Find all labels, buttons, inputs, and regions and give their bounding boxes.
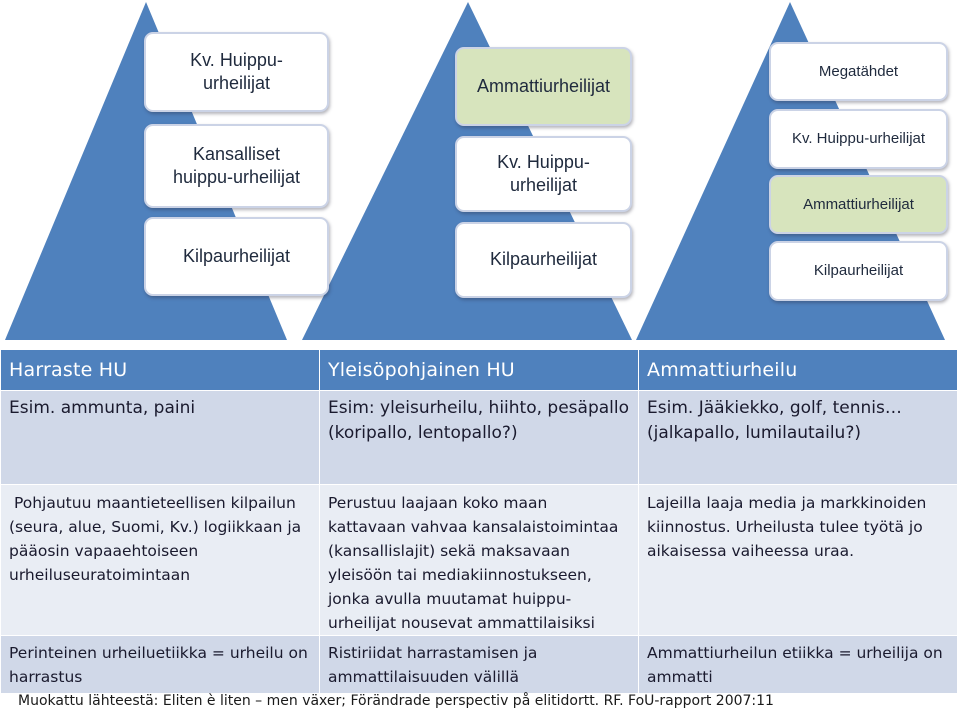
description-cell: Perustuu laajaan koko maan kattavaan vahvaa kansalaistoimintaa (kansallislajit) sekä maksavaan yleisöön tai mediakiinnostukseen, jonka avulla muutamat huippu-urheilijat nousevat ammattilaisiksi [320, 485, 639, 636]
pyramid-2-level-bottom: Kilpaurheilijat [455, 222, 632, 298]
pyramid-3-level-3: Ammattiurheilijat [769, 175, 948, 234]
pyramid-1-level-top: Kv. Huippu- urheilijat [144, 32, 329, 112]
pyramid-2-level-middle: Kv. Huippu- urheilijat [455, 136, 632, 212]
table-row-examples [1, 391, 958, 485]
table-header-row [1, 350, 958, 391]
description-cell: Pohjautuu maantieteellisen kilpailun (seura, alue, Suomi, Kv.) logiikkaan ja pääosin vapaaehtoiseen urheiluseuratoimintaan [1, 485, 320, 636]
description-cell: Lajeilla laaja media ja markkinoiden kiinnostus. Urheilusta tulee työtä jo aikaisessa vaiheessa uraa. [639, 485, 958, 636]
header-yleisopohjainen: Yleisöpohjainen HU [320, 350, 639, 391]
example-cell: Esim: yleisurheilu, hiihto, pesäpallo (koripallo, lentopallo?) [320, 391, 639, 485]
pyramid-1-level-middle: Kansalliset huippu-urheilijat [144, 124, 329, 208]
pyramid-2-level-top: Ammattiurheilijat [455, 47, 632, 126]
pyramid-3-level-4: Kilpaurheilijat [769, 241, 948, 301]
table-row-descriptions [1, 485, 958, 636]
header-ammattiurheilu: Ammattiurheilu [639, 350, 958, 391]
source-footnote: Muokattu lähteestä: Eliten è liten – men växer; Förändrade perspectiv på elitidortt. RF. FoU-rapport 2007:11 [18, 693, 774, 709]
pyramid-3-level-2: Kv. Huippu-urheilijat [769, 109, 948, 169]
pyramid-3-level-1: Megatähdet [769, 42, 948, 101]
example-cell: Esim. Jääkiekko, golf, tennis… (jalkapallo, lumilautailu?) [639, 391, 958, 485]
pyramid-1-level-bottom: Kilpaurheilijat [144, 217, 329, 296]
header-harraste: Harraste HU [1, 350, 320, 391]
example-cell: Esim. ammunta, paini [1, 391, 320, 485]
ethics-cell: Perinteinen urheiluetiikka = urheilu on harrastus [1, 636, 320, 694]
ethics-cell: Ammattiurheilun etiikka = urheilija on ammatti [639, 636, 958, 694]
comparison-table [0, 349, 958, 694]
table-row-ethics [1, 636, 958, 694]
ethics-cell: Ristiriidat harrastamisen ja ammattilaisuuden välillä [320, 636, 639, 694]
